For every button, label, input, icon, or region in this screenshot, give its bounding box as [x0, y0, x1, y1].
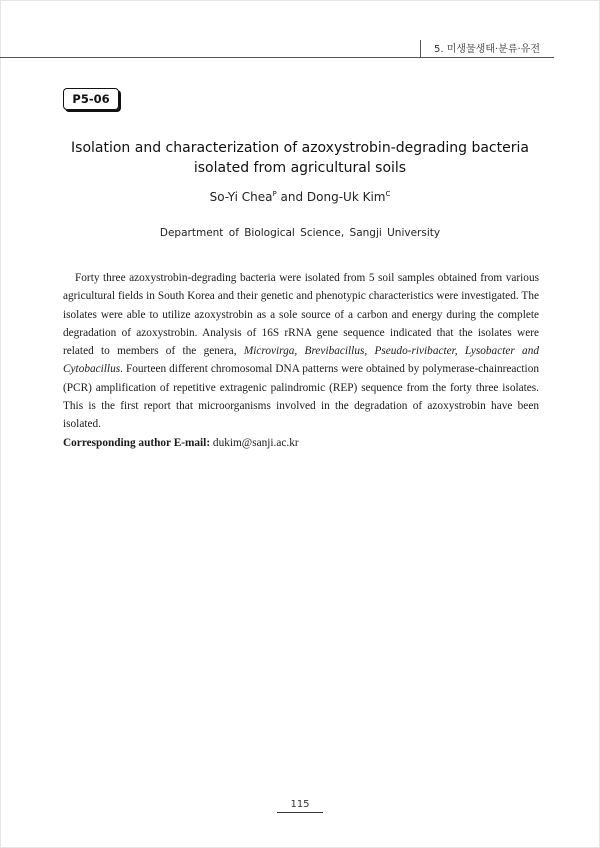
author-connector: and	[276, 190, 307, 204]
corresponding-author	[63, 437, 539, 449]
abstract-body	[63, 269, 539, 434]
corresponding-label: Corresponding author E-mail:	[63, 437, 211, 449]
abstract-part-1: Forty three azoxystrobin-degrading bacteria were isolated from 5 soil samples obtained from various agricultural fields in South Korea and their genetic and phenotypic characteristics were investigated. The isolates were able to utilize azoxystrobin as a sole source of a carbon and energy during the complete degradation of azoxystrobin. Analysis of 16S rRNA gene sequence indicated that the isolates were related to members of the genera,	[63, 272, 539, 358]
author-1-marker: P	[272, 190, 277, 198]
paper-title	[60, 138, 540, 178]
abstract-genera: Microvirga, Brevibacillus, Pseudo-rivibacter, Lysobacter and Cytobacillus	[63, 345, 539, 376]
page-number-rule	[277, 812, 323, 813]
author-2-marker: C	[385, 190, 391, 198]
corresponding-email: dukim@sanji.ac.kr	[212, 437, 299, 449]
page-number: 115	[290, 799, 310, 810]
title-line-2: isolated from agricultural soils	[193, 160, 407, 176]
abstract-part-2: . Fourteen different chromosomal DNA patterns were obtained by polymerase-chainreaction (PCR) amplification of repetitive extragenic palindromic (REP) sequence from the forty three isolates. This is the first report that microorganisms involved in the degradation of azoxystrobin have been isolated.	[63, 363, 539, 431]
header-rule	[0, 57, 554, 58]
poster-id-badge: P5-06	[63, 88, 119, 110]
author-list	[60, 190, 540, 204]
section-label: 5. 미생물생태·분류·유전	[433, 44, 540, 55]
affiliation: Department of Biological Science, Sangji University	[159, 227, 441, 239]
header-tick	[420, 40, 421, 57]
title-line-1: Isolation and characterization of azoxystrobin-degrading bacteria	[71, 140, 529, 156]
author-1: So-Yi Chea	[209, 190, 273, 204]
author-2: Dong-Uk Kim	[306, 190, 386, 204]
